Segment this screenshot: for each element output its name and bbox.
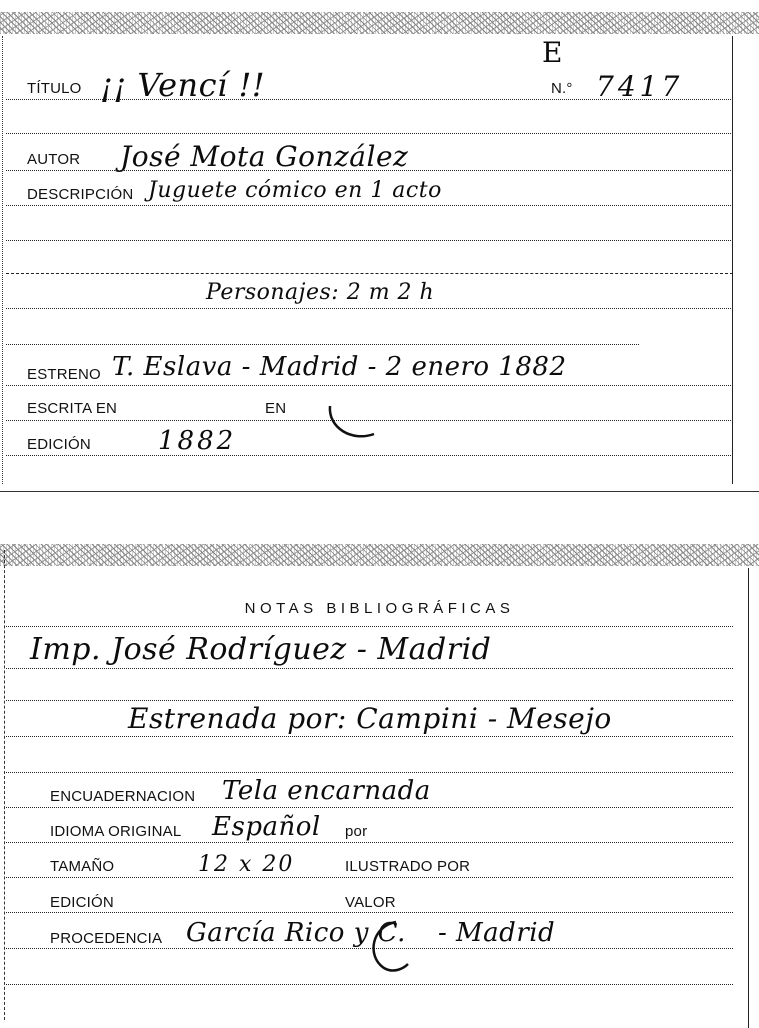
card-bottom-edge bbox=[0, 491, 759, 492]
dotted-line bbox=[6, 99, 733, 100]
punch-hole-mark bbox=[362, 916, 422, 976]
procedencia-city: - Madrid bbox=[438, 918, 556, 948]
corner-mark: E bbox=[542, 36, 563, 69]
dotted-line bbox=[6, 912, 733, 913]
procedencia-value: García Rico y C. bbox=[186, 918, 406, 948]
dotted-line bbox=[6, 170, 733, 171]
tamano-value: 12 x 20 bbox=[198, 852, 295, 877]
dotted-line bbox=[6, 308, 733, 309]
edicion-value: 1882 bbox=[158, 426, 237, 456]
idioma-label: IDIOMA ORIGINAL bbox=[50, 823, 182, 840]
dotted-line bbox=[6, 273, 733, 274]
dotted-line bbox=[6, 700, 733, 701]
note-premiere: Estrenada por: Campini - Mesejo bbox=[128, 702, 612, 735]
numero-label: N.° bbox=[551, 80, 573, 97]
card-left-edge bbox=[4, 550, 6, 1020]
punch-hole-mark bbox=[322, 398, 382, 448]
notes-heading: NOTAS BIBLIOGRÁFICAS bbox=[244, 600, 515, 617]
idioma-value: Español bbox=[212, 812, 321, 842]
encuadernacion-label: ENCUADERNACION bbox=[50, 788, 196, 805]
titulo-value: ¡¡ Vencí !! bbox=[100, 66, 266, 104]
descripcion-label: DESCRIPCIÓN bbox=[27, 186, 134, 203]
dotted-line bbox=[6, 626, 733, 627]
en-label: EN bbox=[265, 400, 287, 417]
card-right-edge bbox=[748, 568, 749, 1028]
dotted-line bbox=[6, 842, 733, 843]
card-right-edge bbox=[732, 36, 733, 484]
dotted-line bbox=[6, 772, 733, 773]
procedencia-label: PROCEDENCIA bbox=[50, 930, 163, 947]
catalog-card-notes bbox=[0, 540, 759, 1028]
dotted-line bbox=[6, 205, 733, 206]
titulo-label: TÍTULO bbox=[27, 80, 82, 97]
dotted-line bbox=[6, 984, 733, 985]
dotted-line bbox=[6, 877, 733, 878]
card-left-edge bbox=[2, 36, 4, 484]
encuadernacion-value: Tela encarnada bbox=[222, 776, 431, 806]
valor-label: VALOR bbox=[345, 894, 396, 911]
dotted-line bbox=[6, 385, 733, 386]
descripcion-value: Juguete cómico en 1 acto bbox=[148, 178, 442, 203]
card-top-edge bbox=[0, 544, 759, 566]
edicion-label-2: EDICIÓN bbox=[50, 894, 114, 911]
note-printer: Imp. José Rodríguez - Madrid bbox=[30, 632, 492, 667]
por-label: por bbox=[345, 823, 368, 840]
dotted-line bbox=[6, 455, 733, 456]
dotted-line bbox=[6, 807, 733, 808]
edicion-label: EDICIÓN bbox=[27, 436, 91, 453]
dotted-line bbox=[6, 344, 639, 345]
dotted-line bbox=[6, 133, 733, 134]
numero-value: 7417 bbox=[596, 70, 684, 103]
autor-value: José Mota González bbox=[120, 140, 409, 173]
personajes-value: Personajes: 2 m 2 h bbox=[206, 280, 435, 305]
autor-label: AUTOR bbox=[27, 151, 81, 168]
escrita-en-label: ESCRITA EN bbox=[27, 400, 118, 417]
tamano-label: TAMAÑO bbox=[50, 858, 115, 875]
dotted-line bbox=[6, 736, 733, 737]
catalog-card-main bbox=[0, 0, 759, 492]
estreno-value: T. Eslava - Madrid - 2 enero 1882 bbox=[112, 352, 567, 382]
dotted-line bbox=[6, 240, 733, 241]
dotted-line bbox=[6, 668, 733, 669]
ilustrado-label: ILUSTRADO POR bbox=[345, 858, 471, 875]
card-top-edge bbox=[0, 12, 759, 34]
estreno-label: ESTRENO bbox=[27, 366, 101, 383]
